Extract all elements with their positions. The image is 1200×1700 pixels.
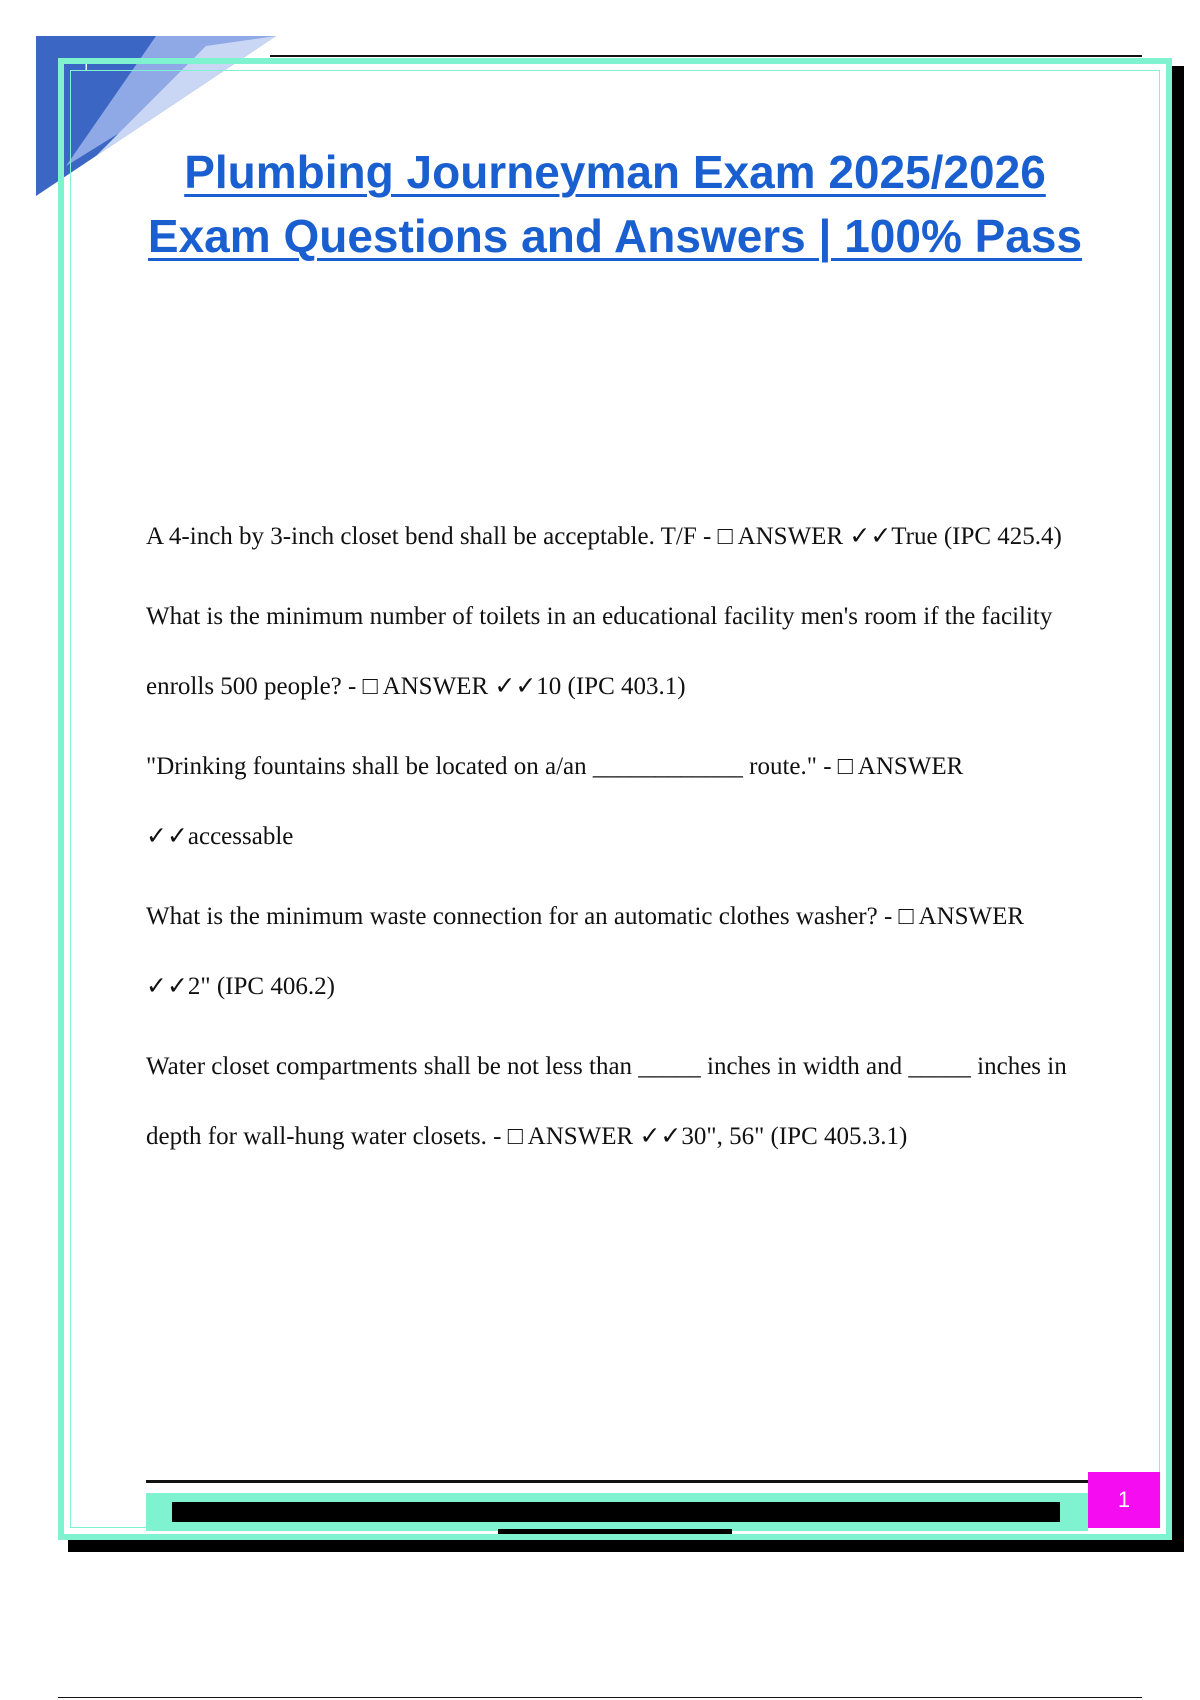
qa-item: A 4-inch by 3-inch closet bend shall be acceptable. T/F - □ ANSWER ✓✓True (IPC 425.4) — [146, 523, 1062, 550]
page-shadow-right — [1172, 66, 1184, 1552]
corner-page-mark: 1 — [82, 58, 90, 75]
page-shadow-bottom — [68, 1540, 1184, 1552]
qa-item: What is the minimum waste connection for an automatic clothes washer? - □ ANSWER ✓✓2" (IPC 406.2) — [146, 903, 1025, 1000]
top-rule — [270, 55, 1142, 57]
qa-item: "Drinking fountains shall be located on a/an ____________ route." - □ ANSWER ✓✓accessable — [146, 753, 964, 850]
footer-small-bar — [498, 1529, 732, 1534]
footer-rule — [146, 1480, 1088, 1483]
footer-bar — [172, 1502, 1060, 1522]
page-number-badge: 1 — [1088, 1472, 1160, 1528]
qa-list — [146, 502, 1092, 1182]
bottom-rule — [58, 1697, 1142, 1698]
document-title: Plumbing Journeyman Exam 2025/2026 Exam Questions and Answers | 100% Pass — [147, 146, 1083, 262]
qa-item: Water closet compartments shall be not less than _____ inches in width and _____ inches in depth for wall-hung water closets. - □ ANSWER ✓✓30", 56" (IPC 405.3.1) — [146, 1053, 1067, 1150]
qa-item: What is the minimum number of toilets in an educational facility men's room if the facility enrolls 500 people? - □ ANSWER ✓✓10 (IPC 403.1) — [146, 603, 1053, 700]
footer-band — [146, 1493, 1088, 1531]
